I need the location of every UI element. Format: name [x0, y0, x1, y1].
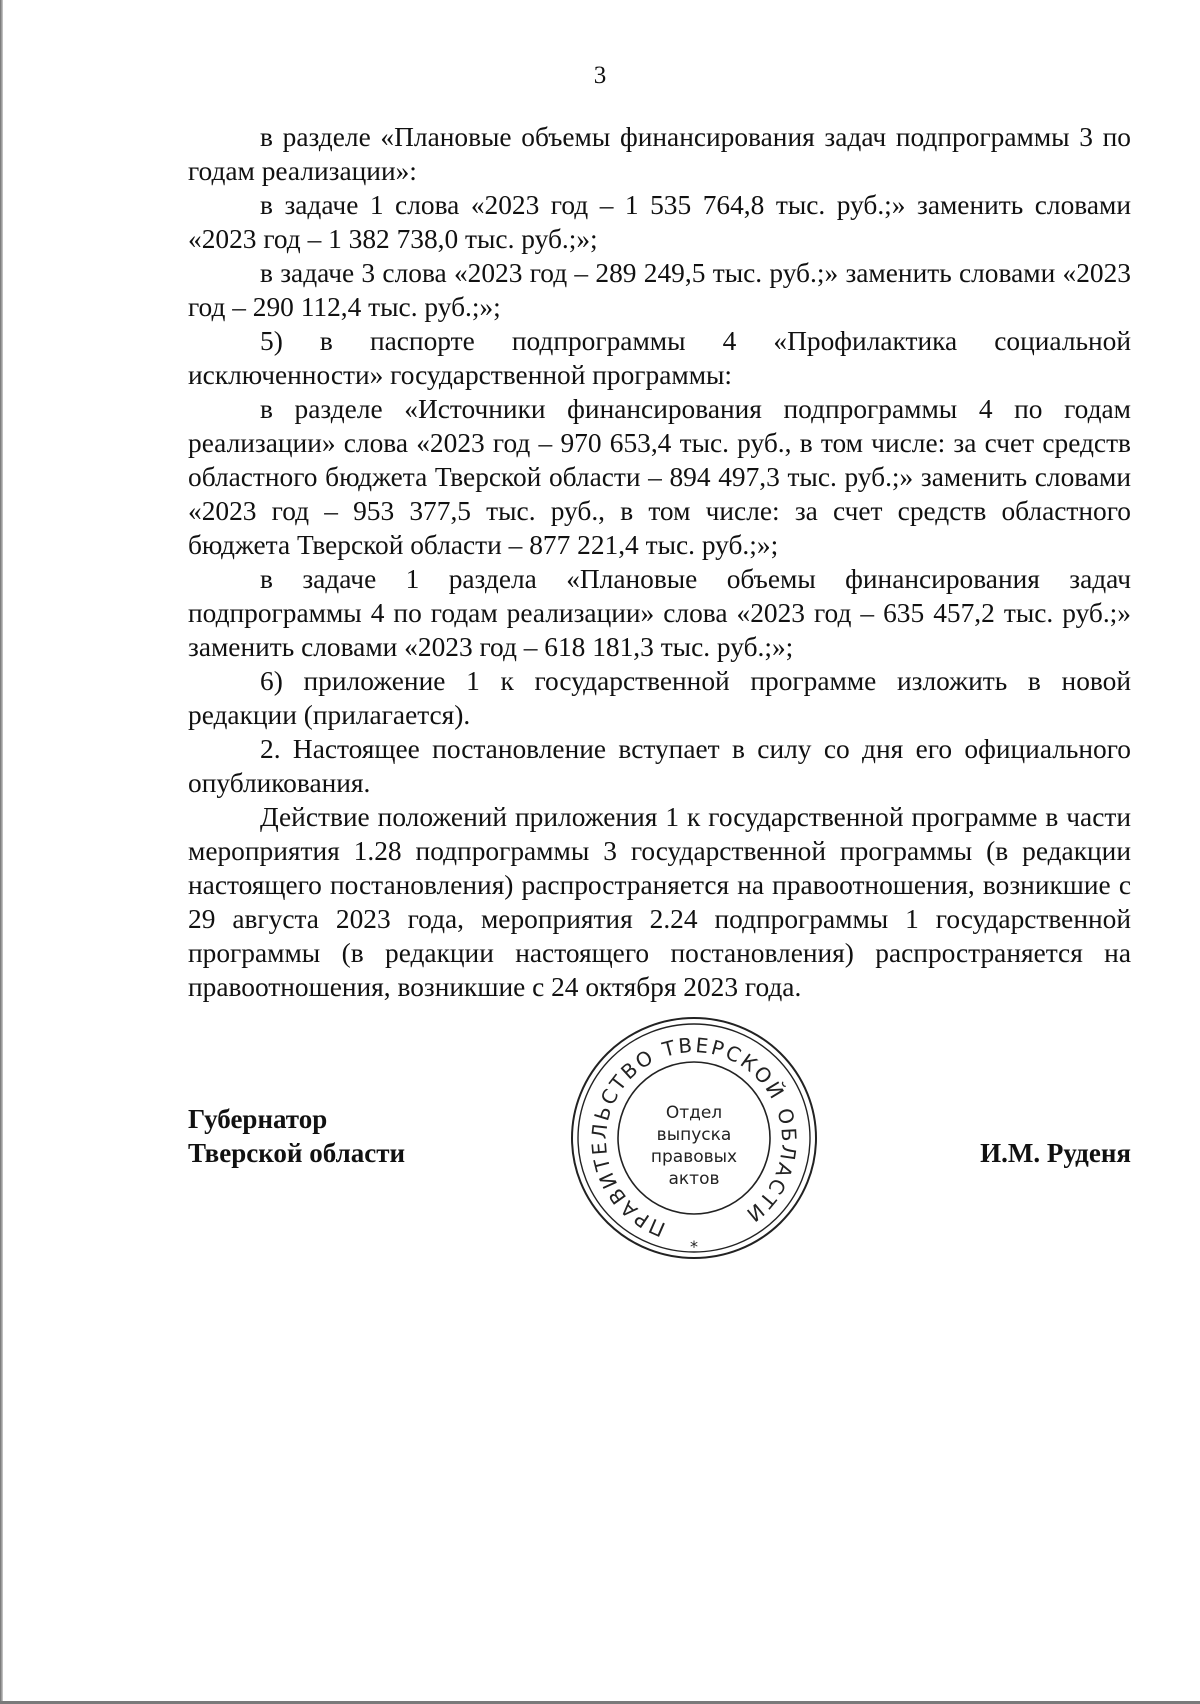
scan-edge	[0, 0, 3, 1704]
signatory-title	[188, 1102, 405, 1170]
signatory-name: И.М. Руденя	[980, 1138, 1131, 1168]
page-number: 3	[593, 62, 607, 89]
stamp-star: *	[690, 1237, 698, 1256]
document-body	[188, 120, 1131, 1004]
paragraph: в задаче 1 раздела «Плановые объемы финансирования задач подпрограммы 4 по годам реализации» слова «2023 год – 635 457,2 тыс. руб.;» заменить словами «2023 год – 618 181,3 тыс. руб.;»;	[188, 564, 1131, 662]
stamp-center-line: Отдел	[665, 1103, 723, 1123]
paragraph: Действие положений приложения 1 к государственной программе в части мероприятия 1.28 подпрограммы 3 государственной программы (в редакции настоящего постановления) распространяется на правоотношения, возникшие с 29 августа 2023 года, мероприятия 2.24 подпрограммы 1 государственной программы (в редакции настоящего постановления) распространяется на правоотношения, возникшие с 24 октября 2023 года.	[188, 802, 1131, 1002]
paragraph: в разделе «Источники финансирования подпрограммы 4 по годам реализации» слова «2023 год – 970 653,4 тыс. руб., в том числе: за счет средств областного бюджета Тверской области – 894 497,3 тыс. руб.;» заменить словами «2023 год – 953 377,5 тыс. руб., в том числе: за счет средств областного бюджета Тверской области – 877 221,4 тыс. руб.;»;	[188, 394, 1131, 560]
paragraph: 5) в паспорте подпрограммы 4 «Профилактика социальной исключенности» государственной программы:	[188, 326, 1131, 390]
stamp-center-line: актов	[668, 1169, 720, 1189]
signatory-position: Губернатор	[188, 1104, 328, 1134]
stamp-center-line: выпуска	[656, 1125, 732, 1145]
stamp-ring-text: ПРАВИТЕЛЬСТВО ТВЕРСКОЙ ОБЛАСТИ	[586, 1032, 802, 1242]
paragraph: в задаче 1 слова «2023 год – 1 535 764,8 тыс. руб.;» заменить словами «2023 год – 1 382 738,0 тыс. руб.;»;	[188, 190, 1131, 254]
paragraph: в задаче 3 слова «2023 год – 289 249,5 тыс. руб.;» заменить словами «2023 год – 290 112,4 тыс. руб.;»;	[188, 258, 1131, 322]
stamp-center-line: правовых	[650, 1147, 738, 1167]
paragraph: 2. Настоящее постановление вступает в силу со дня его официального опубликования.	[188, 734, 1131, 798]
signatory-region: Тверской области	[188, 1138, 406, 1168]
paragraph: в разделе «Плановые объемы финансирования задач подпрограммы 3 по годам реализации»:	[188, 122, 1131, 186]
paragraph: 6) приложение 1 к государственной программе изложить в новой редакции (прилагается).	[188, 666, 1131, 730]
official-stamp	[570, 1016, 818, 1260]
